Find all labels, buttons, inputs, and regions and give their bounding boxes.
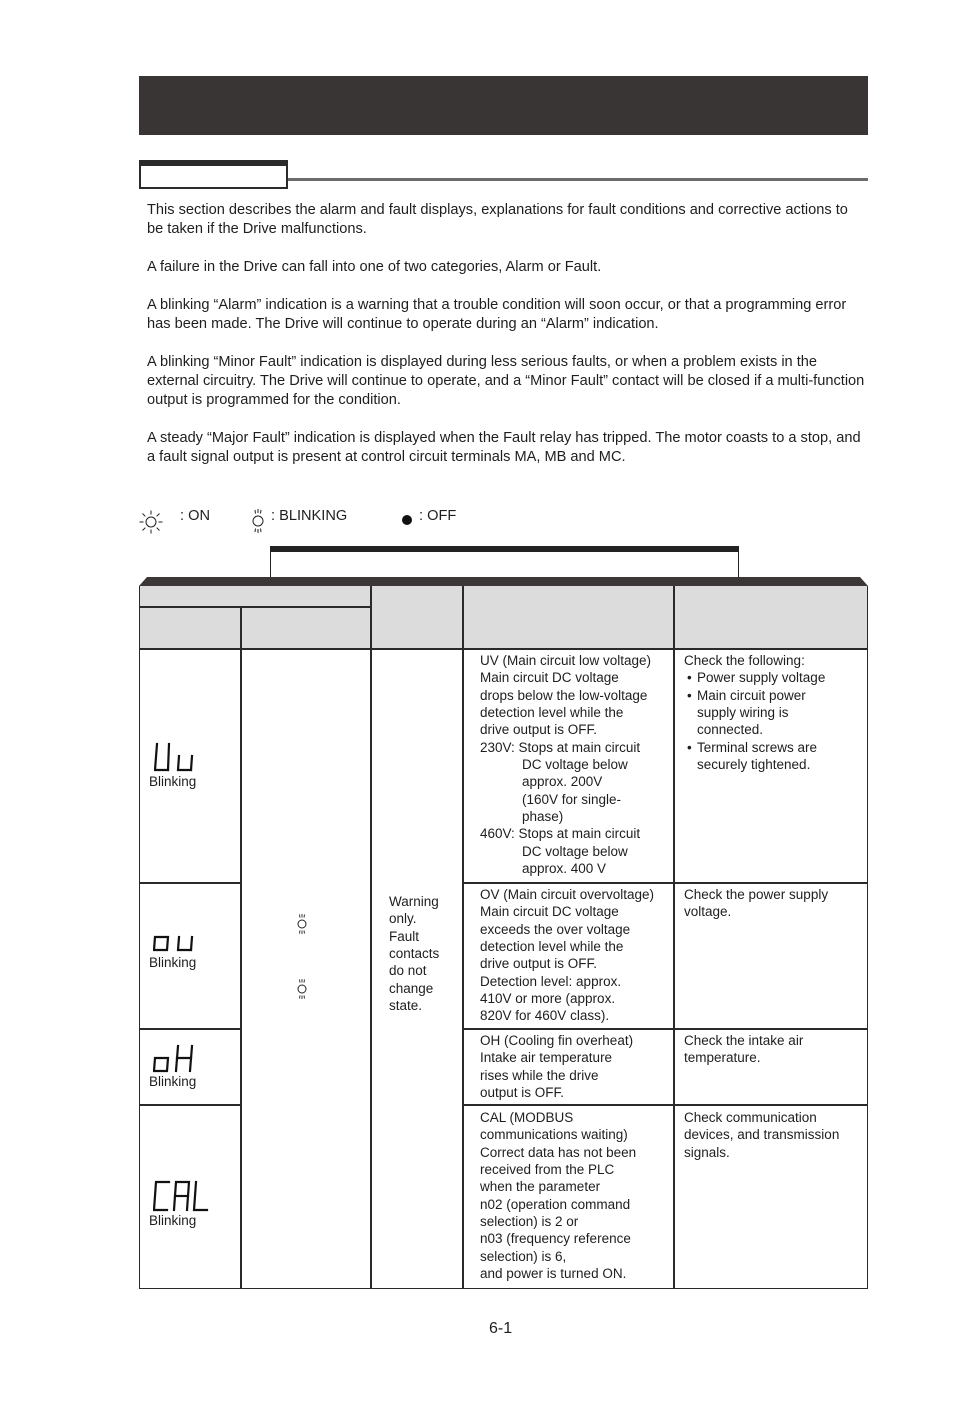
page-number: 6-1 <box>489 1320 513 1337</box>
intro-paragraph: This section describes the alarm and fault displays, explanations for fault conditions and corrective actions to be taken if the Drive malfunctions. <box>147 202 848 237</box>
display-state-label: Blinking <box>149 1213 197 1228</box>
table-top-band <box>139 577 868 586</box>
ov-display-glyph <box>153 935 197 952</box>
display-state-label: Blinking <box>149 1074 197 1089</box>
legend-off-label: : OFF <box>419 508 457 524</box>
intro-paragraph: A steady “Major Fault” indication is displayed when the Fault relay has tripped. The motor coasts to a stop, and a fault signal output is present at control circuit terminals MA, MB and MC. <box>147 430 861 465</box>
led-on-icon <box>139 510 163 534</box>
led-legend <box>0 506 954 532</box>
fault-contact-state: Warning only. Fault contacts do not change state. <box>389 894 440 1014</box>
cal-corrective-action: Check communication devices, and transmission signals. <box>684 1110 840 1160</box>
cal-explanation: CAL (MODBUS communications waiting) Correct data has not been received from the PLC when the parameter n02 (operation command selection) is 2 or n03 (frequency reference selection) is 6, and power is turned ON. <box>480 1110 637 1282</box>
led-blinking-icon <box>249 508 267 534</box>
legend-on-label: : ON <box>180 508 210 524</box>
legend-blinking-label: : BLINKING <box>271 508 348 524</box>
intro-paragraph: A failure in the Drive can fall into one of two categories, Alarm or Fault. <box>147 259 602 275</box>
uv-corrective-action: Check the following: • Power supply voltage • Main circuit power supply wiring is connected. • Terminal screws are securely tightened. <box>684 652 825 773</box>
intro-text <box>147 201 867 486</box>
ov-explanation: OV (Main circuit overvoltage) Main circuit DC voltage exceeds the over voltage detection level while the drive output is OFF. Detection level: approx. 410V or more (approx. 820V for 460V class). <box>480 887 655 1024</box>
oh-display-glyph <box>153 1044 197 1074</box>
section-heading-tab <box>139 160 288 189</box>
led-off-icon <box>402 515 412 525</box>
section-rule <box>288 178 868 181</box>
oh-explanation: OH (Cooling fin overheat) Intake air temperature rises while the drive output is OFF. <box>480 1033 634 1101</box>
display-state-label: Blinking <box>149 955 197 970</box>
chapter-title-bar <box>139 76 868 135</box>
ov-corrective-action: Check the power supply voltage. <box>684 887 829 920</box>
display-state-label: Blinking <box>149 774 197 789</box>
table-title-tab <box>270 546 739 578</box>
intro-paragraph: A blinking “Alarm” indication is a warning that a trouble condition will soon occur, or that a programming error has been made. The Drive will continue to operate during an “Alarm” indication. <box>147 297 847 332</box>
led-blinking-icon <box>295 978 309 1000</box>
uv-explanation: UV (Main circuit low voltage) Main circuit DC voltage drops below the low-voltage detection level while the drive output is OFF. 230V: Stops at main circuit DC voltage below approx. 200V (160V for single- phase) 460V: Stops at main circuit DC voltage below approx. 400 V <box>480 653 652 877</box>
cal-display-glyph <box>153 1180 211 1212</box>
led-blinking-icon <box>295 913 309 935</box>
uv-display-glyph <box>154 742 196 772</box>
intro-paragraph: A blinking “Minor Fault” indication is displayed during less serious faults, or when a problem exists in the external circuitry. The Drive will continue to operate, and a “Minor Fault” contact will be closed if a multi-function output is programmed for the condition. <box>147 354 865 408</box>
oh-corrective-action: Check the intake air temperature. <box>684 1033 804 1066</box>
alarm-table <box>139 586 868 1289</box>
table-header <box>140 586 867 648</box>
